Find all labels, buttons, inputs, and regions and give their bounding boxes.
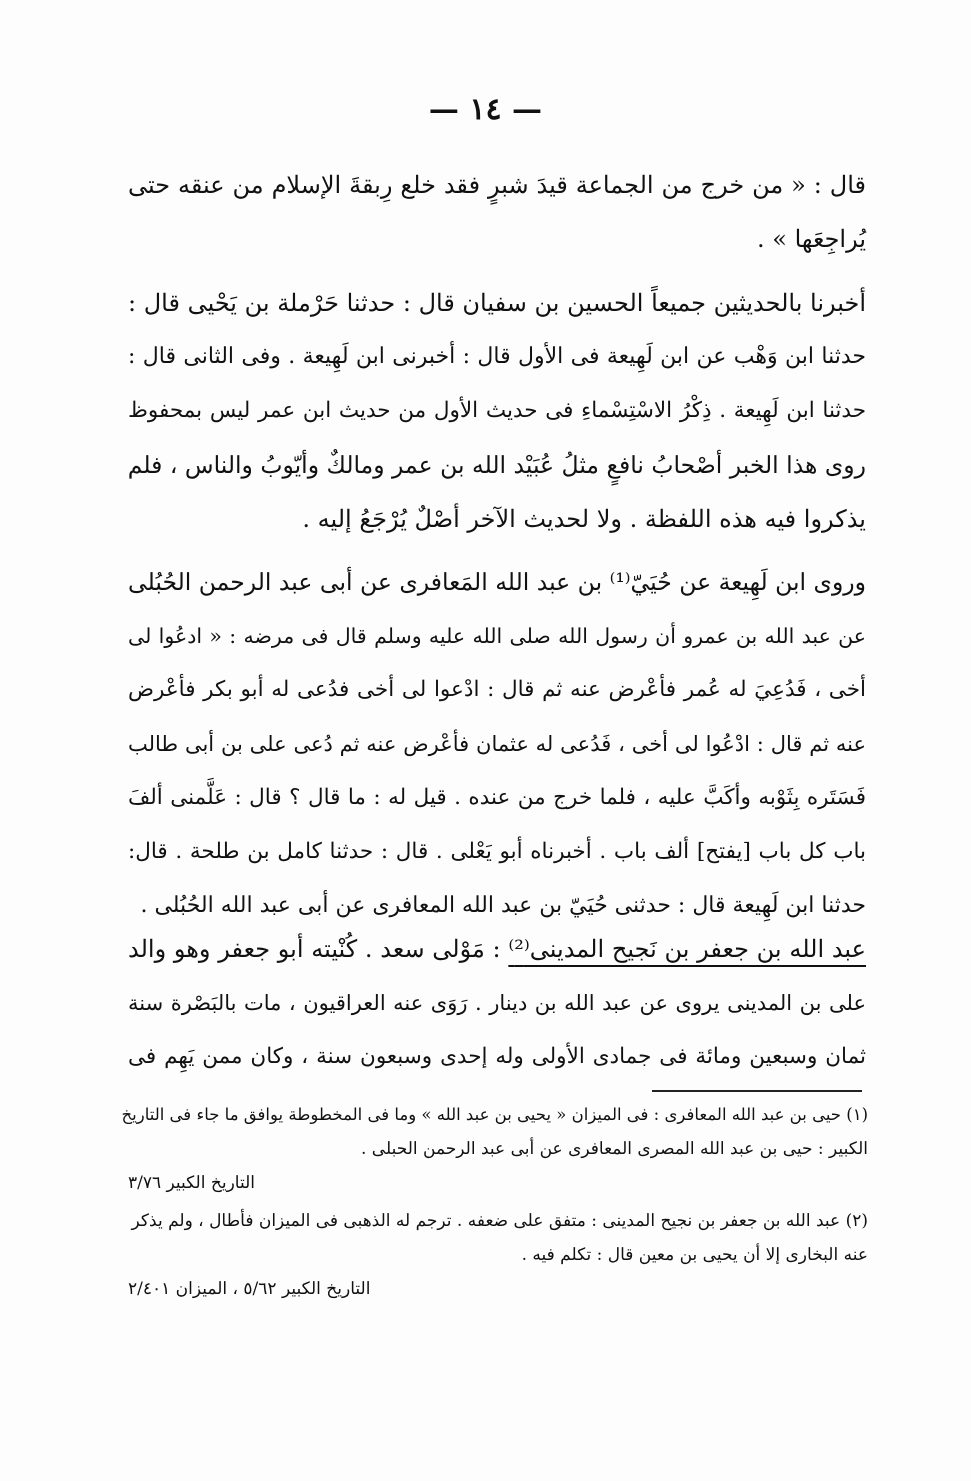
text-line: عنه ثم قال : ادْعُوا لى أخى ، فَدُعى له عثمان فأعْرض عنه ثم دُعى على بن أبى طالب bbox=[128, 732, 866, 756]
text-line: روى هذا الخبر أصْحابُ نافعٍ مثلُ عُبَيْد الله بن عمر ومالكٌ وأيّوبُ والناس ، فلم bbox=[127, 451, 866, 479]
text-line: حدثنا ابن وَهْب عن ابن لَهِيعة فى الأول قال : أخبرنى ابن لَهِيعة . وفى الثانى قال : bbox=[128, 344, 866, 369]
text-line bbox=[128, 922, 866, 976]
entry-heading-rest: : مَوْلى سعد . كُنْيته أبو جعفر وهو والد bbox=[128, 935, 509, 963]
footnote-source: التاريخ الكبير ٥/٦٢ ، الميزان ٢/٤٠١ bbox=[128, 1279, 371, 1299]
text-line: حدثنا ابن لَهِيعة قال : حدثنى حُيَيّ بن عبد الله المعافرى عن أبى عبد الله الحُبُلى . bbox=[140, 893, 866, 918]
text-line: عن عبد الله بن عمرو أن رسول الله صلى الله عليه وسلم قال فى مرضه : « ادعُوا لى bbox=[128, 624, 866, 648]
paragraph-ibn-lahia-narration bbox=[128, 555, 866, 933]
footnote-divider bbox=[652, 1090, 862, 1092]
footnote-line: (٢) عبد الله بن جعفر بن نجيح المدينى : متفق على ضعفه . ترجم له الذهبى فى الميزان فأطال ، ولم يذكر bbox=[131, 1211, 868, 1231]
text-line: أخبرنا بالحديثين جميعاً الحسين بن سفيان قال : حدثنا حَرْملة بن يَحْيى قال : bbox=[128, 289, 866, 317]
text-line: وروى ابن لَهِيعة عن حُيَيّ⁽¹⁾ بن عبد الله المَعافرى عن أبى عبد الرحمن الحُبُلى bbox=[128, 568, 866, 596]
text-line: أخى ، فَدُعِيَ له عُمر فأعْرض عنه ثم قال : ادْعوا لى أخى فدُعى له أبو بكر فأعْرض bbox=[128, 677, 866, 702]
paragraph-hadith-quote bbox=[128, 158, 866, 266]
text-line: على بن المدينى يروى عن عبد الله بن دينار . رَوَى عنه العراقيون ، مات بالبَصْرة سنة bbox=[128, 991, 866, 1015]
entry-heading: عبد الله بن جعفر بن نَجيح المدينى⁽²⁾ bbox=[508, 935, 866, 963]
text-line: يُراجِعَها » . bbox=[757, 225, 866, 253]
paragraph-biography-entry bbox=[128, 922, 866, 1084]
text-line: ثمان وسبعين ومائة فى جمادى الأولى وله إحدى وسبعون سنة ، وكان ممن يَهِم فى bbox=[128, 1044, 866, 1069]
footnote-line: الكبير : حيى بن عبد الله المصرى المعافرى عن أبى عبد الرحمن الحبلى . bbox=[361, 1139, 868, 1159]
page-number: — ١٤ — bbox=[428, 92, 543, 127]
footnote-source: التاريخ الكبير ٣/٧٦ bbox=[128, 1173, 255, 1193]
text-line: فَسَتَره بِثَوْبه وأكَبَّ عليه ، فلما خرج من عنده . قيل له : ما قال ؟ قال : عَلَّمنى ألفَ bbox=[128, 785, 866, 810]
text-line: قال : « من خرج من الجماعة قيدَ شبرٍ فقد خلع رِبقةَ الإسلام من عنقه حتى bbox=[128, 171, 866, 199]
paragraph-isnad bbox=[128, 276, 866, 546]
footnote-line: عنه البخارى إلا أن يحيى بن معين قال : تكلم فيه . bbox=[521, 1245, 868, 1265]
footnote-2 bbox=[108, 1204, 868, 1306]
text-line: باب كل باب [يفتح] ألف باب . أخبرناه أبو يَعْلى . قال : حدثنا كامل بن طلحة . قال: bbox=[128, 839, 866, 864]
footnote-line: (١) حيى بن عبد الله المعافرى : فى الميزان « يحيى بن عبد الله » وما فى المخطوطة يوافق ما جاء فى التاريخ bbox=[121, 1105, 868, 1124]
text-line: يذكروا فيه هذه اللفظة . ولا لحديث الآخر أصْلٌ يُرْجَعُ إليه . bbox=[302, 505, 866, 533]
text-line: حدثنا ابن لَهِيعة . ذِكْرُ الاسْتِسْماءِ فى حديث الأول من حديث ابن عمر ليس بمحفوظ bbox=[128, 398, 866, 423]
footnote-1 bbox=[108, 1098, 868, 1200]
